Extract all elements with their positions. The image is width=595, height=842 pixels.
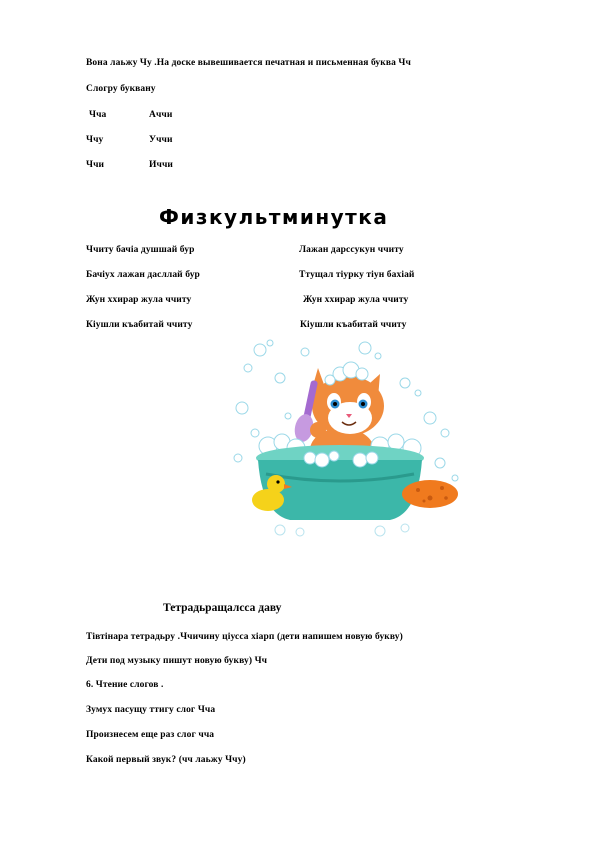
tetrad-title: Тетрадьращалсса даву <box>163 602 282 614</box>
syllable-right-1: Аччи <box>149 110 173 120</box>
tetrad-line-5: Произнесем еще раз слог чча <box>86 730 215 740</box>
tetrad-line-3: 6. Чтение слогов . <box>86 680 164 690</box>
fizkult-left-1: Ччиту бачiа душшай бур <box>86 245 195 255</box>
tetrad-line-4: Зумух пасущу ттигу слог Чча <box>86 705 216 715</box>
syllable-left-2: Ччу <box>86 135 104 145</box>
fizkult-right-3: Жун ххирар жула ччиту <box>303 295 409 305</box>
intro-line-2: Слогру буквану <box>86 84 156 94</box>
fizkult-left-3: Жун ххирар жула ччиту <box>86 295 192 305</box>
fizkult-left-2: Бачiух лажан дасллай бур <box>86 270 200 280</box>
fizkult-right-4: Кiушли къабитай ччиту <box>300 320 407 330</box>
syllable-left-3: Ччи <box>86 160 105 170</box>
tetrad-line-1: Тiвтiнара тетрадьру .Ччичину цiусса хiарп (дети напишем новую букву) <box>86 632 403 642</box>
sponge-icon <box>402 480 458 508</box>
syllable-right-3: Иччи <box>149 160 173 170</box>
fizkult-title: Физкультминутка <box>159 205 389 229</box>
fizkult-left-4: Кiушли къабитай ччиту <box>86 320 193 330</box>
syllable-right-2: Уччи <box>149 135 173 145</box>
intro-line-1: Вона лаьжу Чу .На доске вывешивается печатная и письменная буква Чч <box>86 58 411 68</box>
fizkult-right-1: Лажан дарссукун ччиту <box>299 245 404 255</box>
tetrad-line-2: Дети под музыку пишут новую букву) Чч <box>86 656 268 666</box>
syllable-left-1: Чча <box>89 110 107 120</box>
kitten-in-bath-icon <box>230 338 470 538</box>
fizkult-right-2: Ттущал тiурку тiун бахiай <box>299 270 415 280</box>
tetrad-line-6: Какой первый звук? (чч лаьжу Ччу) <box>86 755 246 765</box>
